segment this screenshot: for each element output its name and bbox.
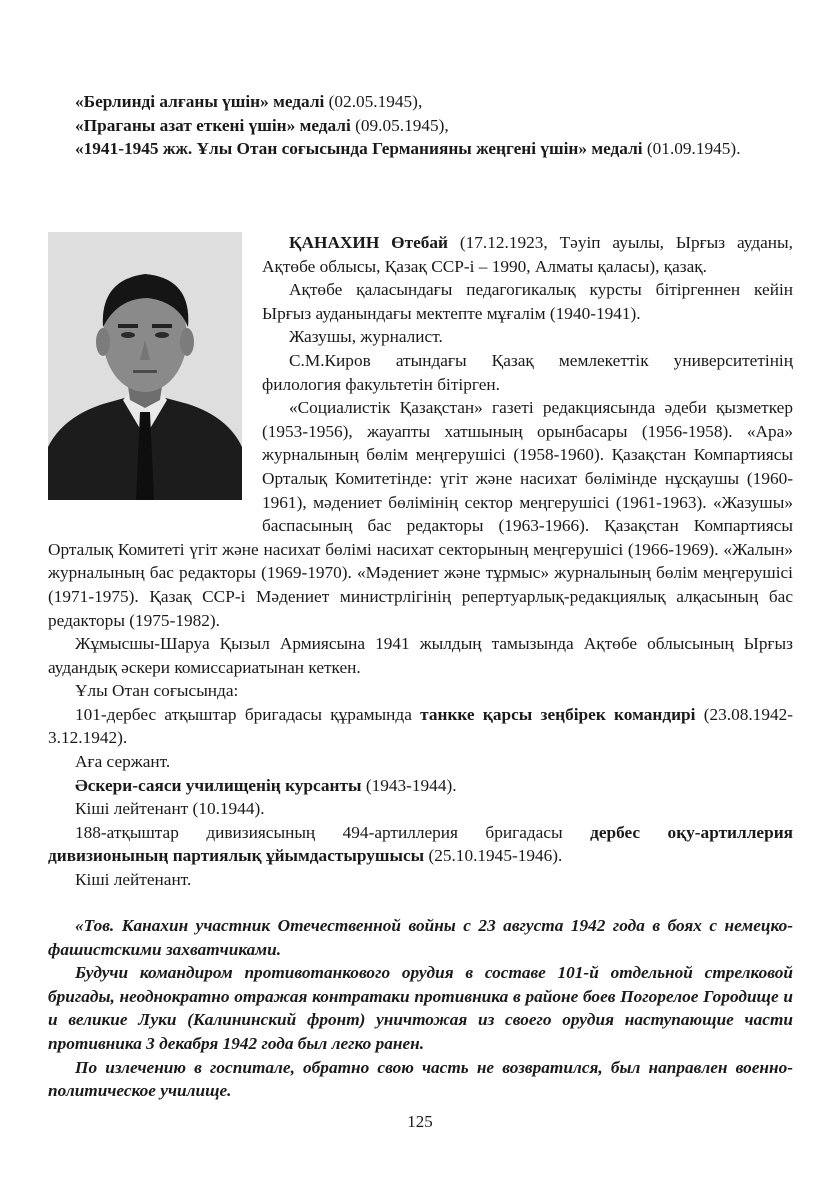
quote-paragraph: «Тов. Канахин участник Отечественной войны с 23 августа 1942 года в боях с немецко-фашистскими захватчиками. <box>48 916 793 959</box>
bio-paragraph: Аға сержант. <box>75 752 171 772</box>
archive-quote <box>48 914 793 1103</box>
bio-paragraph: Кіші лейтенант (10.1944). <box>75 799 265 819</box>
medals-list <box>48 90 793 161</box>
bio-paragraph: Ұлы Отан соғысында: <box>75 681 239 701</box>
medal-line: «1941-1945 жж. Ұлы Отан соғысында Германияны жеңгені үшін» медалі (01.09.1945). <box>75 139 741 159</box>
bio-paragraph: Кіші лейтенант. <box>75 870 192 890</box>
photo-spacer <box>48 231 246 523</box>
quote-paragraph: Будучи командиром противотанкового орудия в составе 101-й отдельной стрелковой бригады, неоднократно отражая контратаки противника в районе боев Погорелое Городище и и великие Луки (Калининский фронт) уничтожая из своего орудия наступающие части противника 3 декабря 1942 года был легко ранен. <box>48 963 793 1053</box>
bio-paragraph: Әскери-саяси училищенің курсанты (1943-1944). <box>75 775 457 795</box>
medal-line: «Берлинді алғаны үшін» медалі (02.05.1945), <box>75 92 423 111</box>
quote-paragraph: По излечению в госпитале, обратно свою часть не возвратился, был направлен военно-политическое училище. <box>48 1057 793 1101</box>
biography <box>48 231 793 892</box>
bio-paragraph: Жұмысшы-Шаруа Қызыл Армиясына 1941 жылдың тамызында Ақтөбе облысының Ырғыз аудандық әскери комиссариатынан кеткен. <box>48 634 793 677</box>
bio-intro: ҚАНАХИН Өтебай (17.12.1923, Тәуіп ауылы, Ырғыз ауданы, Ақтөбе облысы, Қазақ ССР-і – 1990, Алматы қаласы), қазақ. <box>262 233 793 276</box>
bio-paragraph: Ақтөбе қаласындағы педагогикалық курсты бітіргеннен кейін Ырғыз ауданындағы мектепте мұғалім (1940-1941). <box>262 280 793 323</box>
bio-paragraph: Жазушы, журналист. <box>289 327 443 347</box>
medal-line: «Праганы азат еткені үшін» медалі (09.05.1945), <box>75 115 449 135</box>
bio-paragraph: «Социалистік Қазақстан» газеті редакциясында әдеби қызметкер (1953-1956), жауапты хатшының орынбасары (1956-1958). «Ара» журналының бөлім меңгерушісі (1958-1960). Қазақстан Компартиясы Орталық Комитетінде: үгіт және насихат бөлімінде нұсқаушы (1960-1961), мәдениет бөлімінің сектор меңгерушісі (1961-1963). «Жазушы» баспасының бас редакторы (1963-1966). Қазақстан Компартиясы Орталық Комитеті үгіт және насихат бөлімі насихат секторының меңгерушісі (1966-1969). «Жалын» журналының бас редакторы (1969-1970). «Мәдениет және тұрмыс» журналының бөлім меңгерушісі (1971-1975). Қазақ ССР-і Мәдениет министрлігінің репертуарлық-редакциялық алқасының бас редакторы (1975-1982). <box>48 398 793 630</box>
bio-paragraph: 101-дербес атқыштар бригадасы құрамында танкке қарсы зеңбірек командирі (23.08.1942-3.12.1942). <box>48 704 793 748</box>
person-name: ҚАНАХИН Өтебай <box>289 233 449 252</box>
page-number: 125 <box>407 1112 433 1131</box>
bio-paragraph: С.М.Киров атындағы Қазақ мемлекеттік университетінің филология факультетін бітірген. <box>262 350 793 394</box>
bio-paragraph: 188-атқыштар дивизиясының 494-артиллерия бригадасы дербес оқу-артиллерия дивизионының партиялық ұйымдастырушысы (25.10.1945-1946). <box>48 822 793 866</box>
